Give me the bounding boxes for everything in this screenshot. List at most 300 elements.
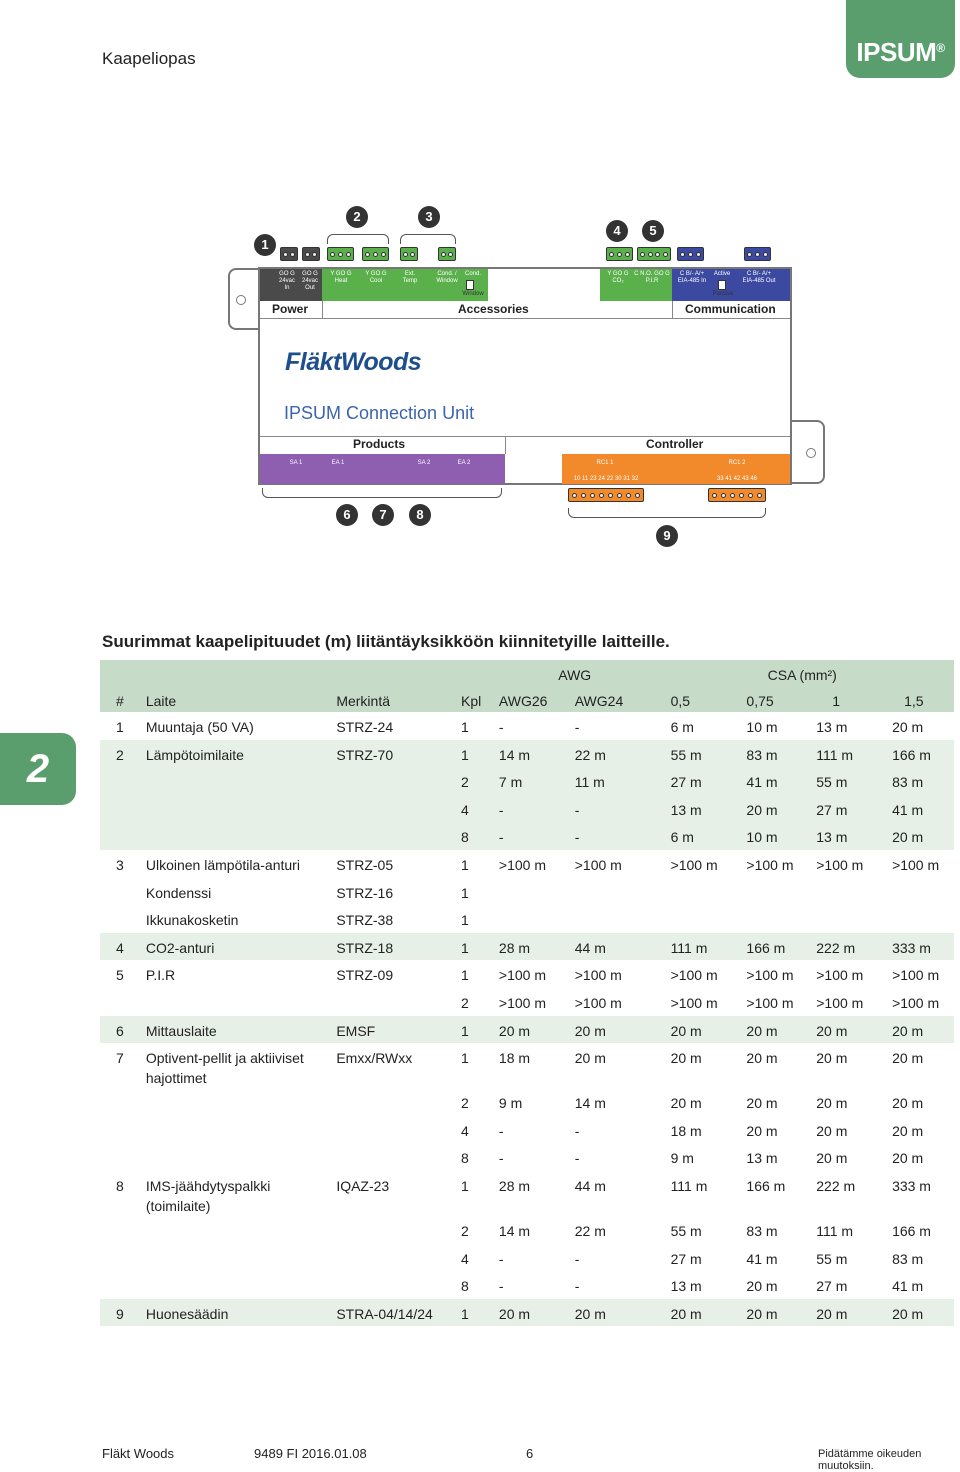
row-value: 20 m — [651, 1299, 727, 1327]
row-value: 20 m — [670, 1095, 702, 1112]
footer-page: 6 — [526, 1446, 534, 1461]
row-kpl: 1 — [461, 884, 469, 901]
row-value: 13 m — [670, 1278, 702, 1295]
row-value: 20 m — [726, 1299, 802, 1327]
row-value — [651, 905, 727, 933]
header-csa: CSA (mm²) — [726, 660, 878, 686]
row-value: 166 m — [878, 740, 954, 768]
row-num: 4 — [100, 933, 146, 961]
row-value: 10 m — [726, 822, 802, 850]
row-value: 13 m — [746, 1150, 778, 1167]
row-num: 2 — [100, 740, 146, 768]
row-value: 22 m — [574, 1222, 606, 1239]
eia-out-connector — [744, 247, 771, 261]
table-row — [100, 878, 954, 906]
table-row — [100, 1271, 954, 1299]
terminal-label-rc2-pins: 33 41 42 43 46 — [716, 476, 758, 482]
row-value: >100 m — [816, 856, 864, 873]
cond-window-connector — [438, 247, 456, 261]
section-divider — [322, 301, 323, 318]
row-value: 14 m — [574, 1095, 606, 1112]
row-merkinta — [336, 822, 461, 850]
row-value: >100 m — [498, 994, 546, 1011]
table-column-header — [100, 686, 954, 712]
row-value — [802, 878, 878, 906]
row-value: 55 m — [802, 767, 878, 795]
row-num — [100, 988, 146, 1016]
row-value: 20 m — [746, 1278, 778, 1295]
badge-1: 1 — [254, 234, 276, 256]
table-row — [100, 1171, 954, 1216]
row-value: - — [574, 1278, 580, 1295]
terminal-label-passive: Passive — [712, 291, 734, 297]
row-laite: P.I.R — [145, 967, 176, 984]
row-value: 20 m — [878, 1016, 954, 1044]
section-divider — [505, 436, 506, 454]
heat-connector — [327, 247, 354, 261]
row-value: 20 m — [892, 1050, 924, 1067]
terminal-label-cool: Y GO G Cool — [365, 271, 387, 284]
rc2-connector — [708, 488, 766, 502]
row-num — [100, 1088, 146, 1116]
row-num — [100, 795, 146, 823]
row-value: >100 m — [892, 967, 940, 984]
row-laite — [146, 1143, 336, 1171]
row-value: 111 m — [802, 740, 878, 768]
terminal-label-cond: Cond. — [464, 271, 481, 277]
row-merkinta: STRZ-05 — [336, 856, 394, 873]
terminal-label-heat: Y GO G Heat — [330, 271, 352, 284]
row-laite: Optivent-pellit ja aktiiviset hajottimet — [145, 1050, 304, 1087]
connection-unit-diagram — [0, 0, 960, 600]
row-kpl: 2 — [461, 767, 499, 795]
row-value: 13 m — [816, 719, 848, 735]
badge-7: 7 — [372, 504, 394, 526]
row-value: 20 m — [575, 1016, 651, 1044]
row-kpl: 1 — [461, 719, 469, 735]
row-kpl: 1 — [461, 1177, 469, 1194]
row-num: 1 — [116, 719, 124, 735]
row-laite: Huonesäädin — [146, 1299, 336, 1327]
row-num: 8 — [116, 1177, 124, 1194]
row-value: - — [499, 822, 575, 850]
row-value: - — [498, 1150, 504, 1167]
section-label-products: Products — [353, 437, 406, 451]
row-kpl: 4 — [461, 1122, 469, 1139]
row-merkinta — [336, 1244, 461, 1272]
section-label-controller: Controller — [646, 437, 704, 451]
row-laite: Kondenssi — [145, 884, 212, 901]
row-kpl: 2 — [461, 994, 469, 1011]
row-value: 55 m — [816, 1250, 848, 1267]
table-row — [100, 1088, 954, 1116]
terminal-label-window: Window — [462, 291, 484, 297]
row-value: 20 m — [816, 1050, 848, 1067]
ext-temp-connector — [400, 247, 418, 261]
row-value: 111 m — [670, 1177, 708, 1194]
row-value: 20 m — [816, 1122, 848, 1139]
row-merkinta: Emxx/RWxx — [336, 1050, 413, 1067]
row-value — [575, 878, 651, 906]
cable-length-table — [100, 660, 954, 1326]
row-value: 18 m — [670, 1122, 702, 1139]
row-merkinta — [336, 1088, 461, 1116]
row-value: 20 m — [726, 795, 802, 823]
row-value: 111 m — [651, 933, 727, 961]
row-value: 20 m — [878, 822, 954, 850]
table-row — [100, 767, 954, 795]
row-value: 13 m — [651, 795, 727, 823]
row-kpl: 8 — [461, 1278, 469, 1295]
row-merkinta — [336, 795, 461, 823]
row-laite: Ulkoinen lämpötila-anturi — [145, 856, 300, 873]
row-value — [499, 905, 575, 933]
terminal-label-eia-in: C B/- A/+ EIA-485 In — [677, 271, 707, 284]
row-value: 9 m — [498, 1095, 523, 1112]
row-value: >100 m — [892, 856, 940, 873]
row-laite: Lämpötoimilaite — [146, 740, 336, 768]
bracket-controller — [568, 508, 766, 518]
row-merkinta: STRA-04/14/24 — [336, 1299, 461, 1327]
terminal-label-in: GO G 24vac In — [278, 271, 295, 291]
row-value: 83 m — [878, 767, 954, 795]
row-value: 166 m — [892, 1222, 931, 1239]
co2-connector — [606, 247, 633, 261]
row-value: >100 m — [746, 994, 794, 1011]
page-title: Kaapeliopas — [102, 49, 196, 68]
table-row — [100, 1043, 954, 1088]
row-value: >100 m — [498, 856, 546, 873]
row-laite: IMS-jäähdytyspalkki (toimilaite) — [145, 1177, 271, 1214]
row-merkinta: STRZ-16 — [336, 884, 394, 901]
row-merkinta — [336, 1116, 461, 1144]
eia-in-connector — [677, 247, 704, 261]
bracket-products — [262, 488, 502, 498]
row-num — [100, 1271, 146, 1299]
table-row — [100, 1116, 954, 1144]
row-value: 83 m — [726, 740, 802, 768]
row-value: 7 m — [499, 767, 575, 795]
row-value: 166 m — [746, 1177, 786, 1194]
table-row — [100, 1143, 954, 1171]
row-value: >100 m — [574, 994, 622, 1011]
row-kpl: 1 — [461, 967, 469, 984]
footer-doc: 9489 FI 2016.01.08 — [254, 1446, 367, 1461]
row-laite — [146, 822, 336, 850]
row-value: 22 m — [575, 740, 651, 768]
table-row — [100, 933, 954, 961]
row-value: 20 m — [574, 1050, 606, 1067]
row-value: 20 m — [892, 719, 924, 735]
row-value: 20 m — [878, 1299, 954, 1327]
row-kpl: 1 — [461, 933, 499, 961]
row-kpl: 1 — [461, 740, 499, 768]
row-kpl: 2 — [461, 1222, 469, 1239]
table-row — [100, 905, 954, 933]
row-value — [878, 905, 954, 933]
row-num — [100, 767, 146, 795]
unit-name: IPSUM Connection Unit — [284, 403, 475, 423]
row-value: 20 m — [746, 1122, 778, 1139]
row-merkinta — [336, 1216, 461, 1244]
section-divider — [260, 436, 790, 437]
row-value: 222 m — [816, 1177, 856, 1194]
row-kpl: 4 — [461, 1250, 469, 1267]
row-value: 41 m — [746, 1250, 778, 1267]
termination-switch — [718, 280, 726, 290]
flaktwoods-logo: FläktWoods — [285, 348, 422, 376]
row-laite — [146, 1271, 336, 1299]
row-value: - — [574, 1250, 580, 1267]
badge-2: 2 — [346, 206, 368, 228]
row-value: 20 m — [746, 1095, 778, 1112]
badge-3: 3 — [418, 206, 440, 228]
section-divider — [672, 301, 673, 318]
terminal-label-ext-temp: Ext. Temp — [402, 271, 418, 284]
row-value: 83 m — [892, 1250, 924, 1267]
row-value: >100 m — [670, 856, 718, 873]
row-laite — [146, 988, 336, 1016]
row-num — [100, 878, 146, 906]
row-value: >100 m — [670, 967, 718, 984]
row-kpl: 1 — [461, 912, 469, 929]
row-value: >100 m — [746, 856, 794, 873]
row-laite — [146, 795, 336, 823]
row-value: 20 m — [670, 1050, 702, 1067]
col-csa-075: 0,75 — [726, 686, 802, 712]
row-num: 6 — [100, 1016, 146, 1044]
row-value: >100 m — [892, 994, 940, 1011]
badge-6: 6 — [336, 504, 358, 526]
row-laite — [146, 767, 336, 795]
ipsum-logo: IPSUM® — [856, 37, 945, 67]
terminal-label-co2: Y GO G CO₂ — [607, 271, 629, 284]
table-row — [100, 988, 954, 1016]
footer-company: Fläkt Woods — [102, 1446, 175, 1461]
rc1-connector — [568, 488, 644, 502]
row-merkinta — [336, 767, 461, 795]
row-value: >100 m — [746, 967, 794, 984]
col-awg26: AWG26 — [499, 686, 575, 712]
row-value: >100 m — [816, 967, 864, 984]
row-value: >100 m — [670, 994, 718, 1011]
row-kpl: 8 — [461, 822, 499, 850]
badge-4: 4 — [606, 220, 628, 242]
row-kpl: 4 — [461, 795, 499, 823]
row-merkinta: IQAZ-23 — [336, 1177, 390, 1194]
power-out-connector — [302, 247, 320, 261]
row-value: 166 m — [726, 933, 802, 961]
row-value: 41 m — [878, 795, 954, 823]
row-value: 20 m — [802, 1016, 878, 1044]
terminal-label-ea2: EA 2 — [457, 460, 471, 466]
section-label-accessories: Accessories — [458, 302, 529, 316]
row-value: 27 m — [802, 795, 878, 823]
row-merkinta — [336, 1143, 461, 1171]
row-value: 41 m — [726, 767, 802, 795]
row-num — [100, 1216, 146, 1244]
row-kpl: 1 — [461, 1050, 469, 1067]
header-awg: AWG — [499, 660, 651, 686]
row-value: 11 m — [575, 767, 651, 795]
col-merkinta: Merkintä — [336, 686, 461, 712]
terminal-label-out: GO G 24vac Out — [301, 271, 318, 291]
row-value: 10 m — [746, 719, 778, 735]
row-value: 20 m — [816, 1150, 848, 1167]
pir-connector — [637, 247, 671, 261]
row-merkinta: STRZ-18 — [336, 933, 461, 961]
row-value: - — [498, 719, 504, 735]
badge-5: 5 — [642, 220, 664, 242]
col-kpl: Kpl — [461, 686, 499, 712]
row-value: 41 m — [892, 1278, 924, 1295]
table-row — [100, 960, 954, 988]
row-merkinta: STRZ-09 — [336, 967, 394, 984]
row-value: 28 m — [498, 1177, 531, 1194]
row-value: 6 m — [670, 719, 694, 735]
terminal-label-cond-window: Cond. / Window — [436, 271, 458, 284]
row-value — [575, 905, 651, 933]
row-value: >100 m — [574, 856, 622, 873]
row-value — [499, 878, 575, 906]
terminal-label-sa1: SA 1 — [289, 460, 303, 466]
row-kpl: 1 — [461, 856, 469, 873]
table-row — [100, 1016, 954, 1044]
row-value: 333 m — [892, 1177, 931, 1194]
row-value: 20 m — [802, 1299, 878, 1327]
terminal-label-sa2: SA 2 — [417, 460, 431, 466]
table-row — [100, 795, 954, 823]
terminal-label-rc12: RC1 2 — [728, 460, 746, 466]
row-laite: CO2-anturi — [146, 933, 336, 961]
row-value: - — [575, 822, 651, 850]
row-value: 28 m — [499, 933, 575, 961]
row-num: 9 — [100, 1299, 146, 1327]
col-num: # — [100, 686, 146, 712]
row-value: 14 m — [498, 1222, 531, 1239]
row-value — [651, 878, 727, 906]
table-row — [100, 822, 954, 850]
row-value — [726, 878, 802, 906]
table-group-header — [100, 660, 954, 686]
row-merkinta: STRZ-24 — [336, 719, 394, 735]
row-kpl: 1 — [461, 1299, 499, 1327]
table-row — [100, 712, 954, 740]
row-value: - — [574, 719, 580, 735]
section-divider — [260, 318, 790, 319]
row-value: 55 m — [670, 1222, 702, 1239]
row-laite — [146, 1088, 336, 1116]
row-value: 20 m — [816, 1095, 848, 1112]
row-value: 18 m — [498, 1050, 531, 1067]
row-value: >100 m — [816, 994, 864, 1011]
row-value: 14 m — [499, 740, 575, 768]
terminal-label-eia-out: C B/- A/+ EIA-485 Out — [742, 271, 776, 284]
row-num — [100, 1116, 146, 1144]
table-row — [100, 850, 954, 878]
row-value: 222 m — [802, 933, 878, 961]
row-value: - — [574, 1122, 580, 1139]
section-label-power: Power — [272, 302, 309, 316]
badge-9: 9 — [656, 525, 678, 547]
row-laite — [146, 1244, 336, 1272]
row-value: 83 m — [746, 1222, 778, 1239]
footer-note: Pidätämme oikeuden muutoksiin. — [818, 1448, 922, 1472]
bracket-3 — [400, 234, 456, 244]
row-value: >100 m — [498, 967, 546, 984]
mount-hole — [806, 448, 816, 458]
row-laite — [146, 1116, 336, 1144]
window-switch — [466, 280, 474, 290]
row-value: 20 m — [892, 1150, 924, 1167]
row-merkinta: EMSF — [336, 1016, 461, 1044]
row-value: 44 m — [574, 1177, 606, 1194]
row-merkinta: STRZ-70 — [336, 740, 461, 768]
col-csa-15: 1,5 — [878, 686, 954, 712]
row-value: 333 m — [878, 933, 954, 961]
mount-hole — [236, 295, 246, 305]
table-heading: Suurimmat kaapelipituudet (m) liitäntäyksikköön kiinnitetyille laitteille. — [102, 632, 670, 651]
row-value — [878, 878, 954, 906]
row-kpl: 2 — [461, 1095, 469, 1112]
terminal-label-rc1-pins: 10 11 23 24 22 30 31 32 — [573, 476, 639, 482]
row-value: 55 m — [651, 740, 727, 768]
bracket-2 — [327, 234, 389, 244]
row-value: 20 m — [499, 1016, 575, 1044]
row-value — [726, 905, 802, 933]
row-kpl: 8 — [461, 1150, 469, 1167]
row-value — [802, 905, 878, 933]
row-kpl: 1 — [461, 1016, 499, 1044]
col-csa-1: 1 — [802, 686, 878, 712]
row-value: 27 m — [651, 767, 727, 795]
row-value: 13 m — [802, 822, 878, 850]
row-num — [100, 1244, 146, 1272]
terminal-label-active: Active — [713, 271, 731, 277]
row-value: 20 m — [892, 1095, 924, 1112]
row-laite — [146, 1216, 336, 1244]
row-value: 44 m — [575, 933, 651, 961]
row-merkinta — [336, 1271, 461, 1299]
row-value: 6 m — [651, 822, 727, 850]
cool-connector — [362, 247, 389, 261]
row-num — [100, 905, 146, 933]
row-value: 20 m — [726, 1016, 802, 1044]
row-value: - — [575, 795, 651, 823]
row-laite: Ikkunakosketin — [145, 912, 239, 929]
row-value: 20 m — [746, 1050, 778, 1067]
table-row — [100, 1216, 954, 1244]
terminal-label-rc11: RC1 1 — [596, 460, 614, 466]
products-terminal-band — [260, 454, 505, 484]
row-merkinta — [336, 988, 461, 1016]
row-laite: Muuntaja (50 VA) — [145, 719, 254, 735]
row-value: 20 m — [499, 1299, 575, 1327]
col-laite: Laite — [146, 686, 336, 712]
row-num — [100, 1143, 146, 1171]
row-value: - — [498, 1122, 504, 1139]
row-value: 20 m — [575, 1299, 651, 1327]
row-value: 20 m — [651, 1016, 727, 1044]
row-num — [100, 822, 146, 850]
row-value: - — [498, 1250, 504, 1267]
col-awg24: AWG24 — [575, 686, 651, 712]
row-merkinta: STRZ-38 — [336, 912, 394, 929]
chapter-tab: 2 — [0, 733, 76, 805]
row-num: 3 — [116, 856, 124, 873]
table-row — [100, 1299, 954, 1327]
row-laite: Mittauslaite — [146, 1016, 336, 1044]
